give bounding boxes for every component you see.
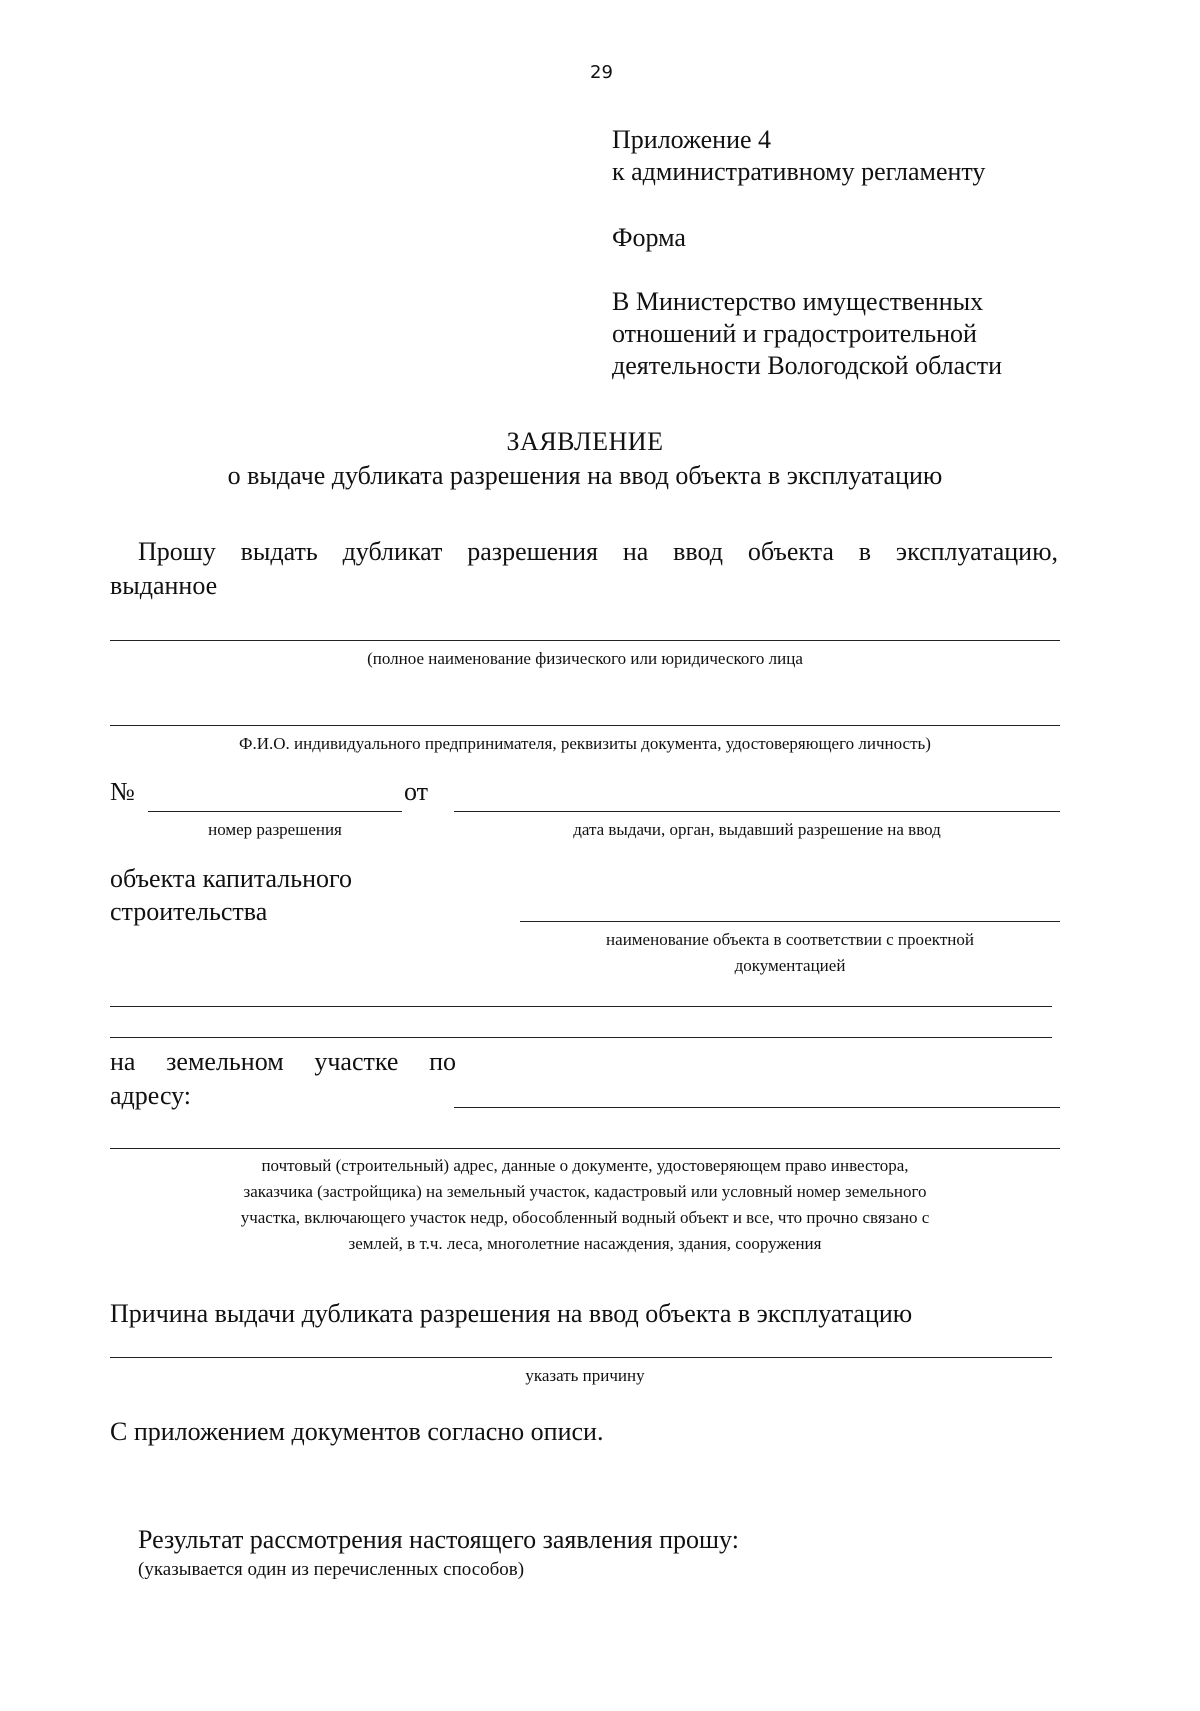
document-subtitle: о выдаче дубликата разрешения на ввод объекта в эксплуатацию bbox=[227, 461, 943, 490]
address-field[interactable] bbox=[454, 1107, 1060, 1108]
object-name-field[interactable] bbox=[520, 921, 1060, 922]
permit-number-field[interactable] bbox=[148, 811, 402, 812]
fio-field[interactable] bbox=[110, 725, 1060, 726]
number-sign: № bbox=[110, 777, 135, 806]
land-plot-label: адресу: bbox=[110, 1081, 192, 1110]
from-label: от bbox=[404, 777, 429, 806]
document-title: ЗАЯВЛЕНИЕ bbox=[506, 427, 664, 456]
fio-caption: Ф.И.О. индивидуального предпринимателя, реквизиты документа, удостоверяющего личность) bbox=[239, 734, 931, 753]
addressee-line: В Министерство имущественных bbox=[612, 287, 984, 316]
object-label: строительства bbox=[110, 897, 268, 926]
address-field-extra[interactable] bbox=[110, 1148, 1060, 1149]
object-name-field-extra[interactable] bbox=[110, 1037, 1052, 1038]
form-label: Форма bbox=[612, 223, 686, 252]
result-note: (указывается один из перечисленных способов) bbox=[138, 1559, 525, 1580]
request-text: Прошу выдать дубликат разрешения на ввод объекта в эксплуатацию, bbox=[138, 537, 1058, 566]
object-label: объекта капитального bbox=[110, 864, 353, 893]
address-caption: участка, включающего участок недр, обособленный водный объект и все, что прочно связано с bbox=[240, 1208, 930, 1227]
result-text: Результат рассмотрения настоящего заявления прошу: bbox=[138, 1525, 739, 1554]
reglament-label: к административному регламенту bbox=[612, 157, 986, 186]
request-text-end: выданное bbox=[110, 571, 218, 600]
addressee-line: отношений и градостроительной bbox=[612, 319, 977, 348]
reason-caption: указать причину bbox=[525, 1366, 645, 1385]
reason-field[interactable] bbox=[110, 1357, 1052, 1358]
object-name-caption: документацией bbox=[734, 956, 846, 975]
permit-number-caption: номер разрешения bbox=[208, 820, 342, 839]
attachments-text: С приложением документов согласно описи. bbox=[110, 1417, 604, 1446]
land-plot-label: на земельном участке по bbox=[110, 1047, 456, 1076]
address-caption: почтовый (строительный) адрес, данные о документе, удостоверяющем право инвестора, bbox=[261, 1156, 909, 1175]
address-caption: заказчика (застройщика) на земельный участок, кадастровый или условный номер земельного bbox=[243, 1182, 927, 1201]
addressee-line: деятельности Вологодской области bbox=[612, 351, 1002, 380]
object-name-caption: наименование объекта в соответствии с проектной bbox=[606, 930, 974, 949]
object-name-field-extra[interactable] bbox=[110, 1006, 1052, 1007]
appendix-label: Приложение 4 bbox=[612, 125, 772, 154]
address-caption: землей, в т.ч. леса, многолетние насаждения, здания, сооружения bbox=[348, 1234, 822, 1253]
full-name-caption: (полное наименование физического или юридического лица bbox=[367, 649, 803, 668]
page-number: 29 bbox=[590, 62, 613, 83]
full-name-field[interactable] bbox=[110, 640, 1060, 641]
issue-date-field[interactable] bbox=[454, 811, 1060, 812]
issue-date-caption: дата выдачи, орган, выдавший разрешение на ввод bbox=[573, 820, 941, 839]
reason-label: Причина выдачи дубликата разрешения на ввод объекта в эксплуатацию bbox=[110, 1299, 913, 1328]
